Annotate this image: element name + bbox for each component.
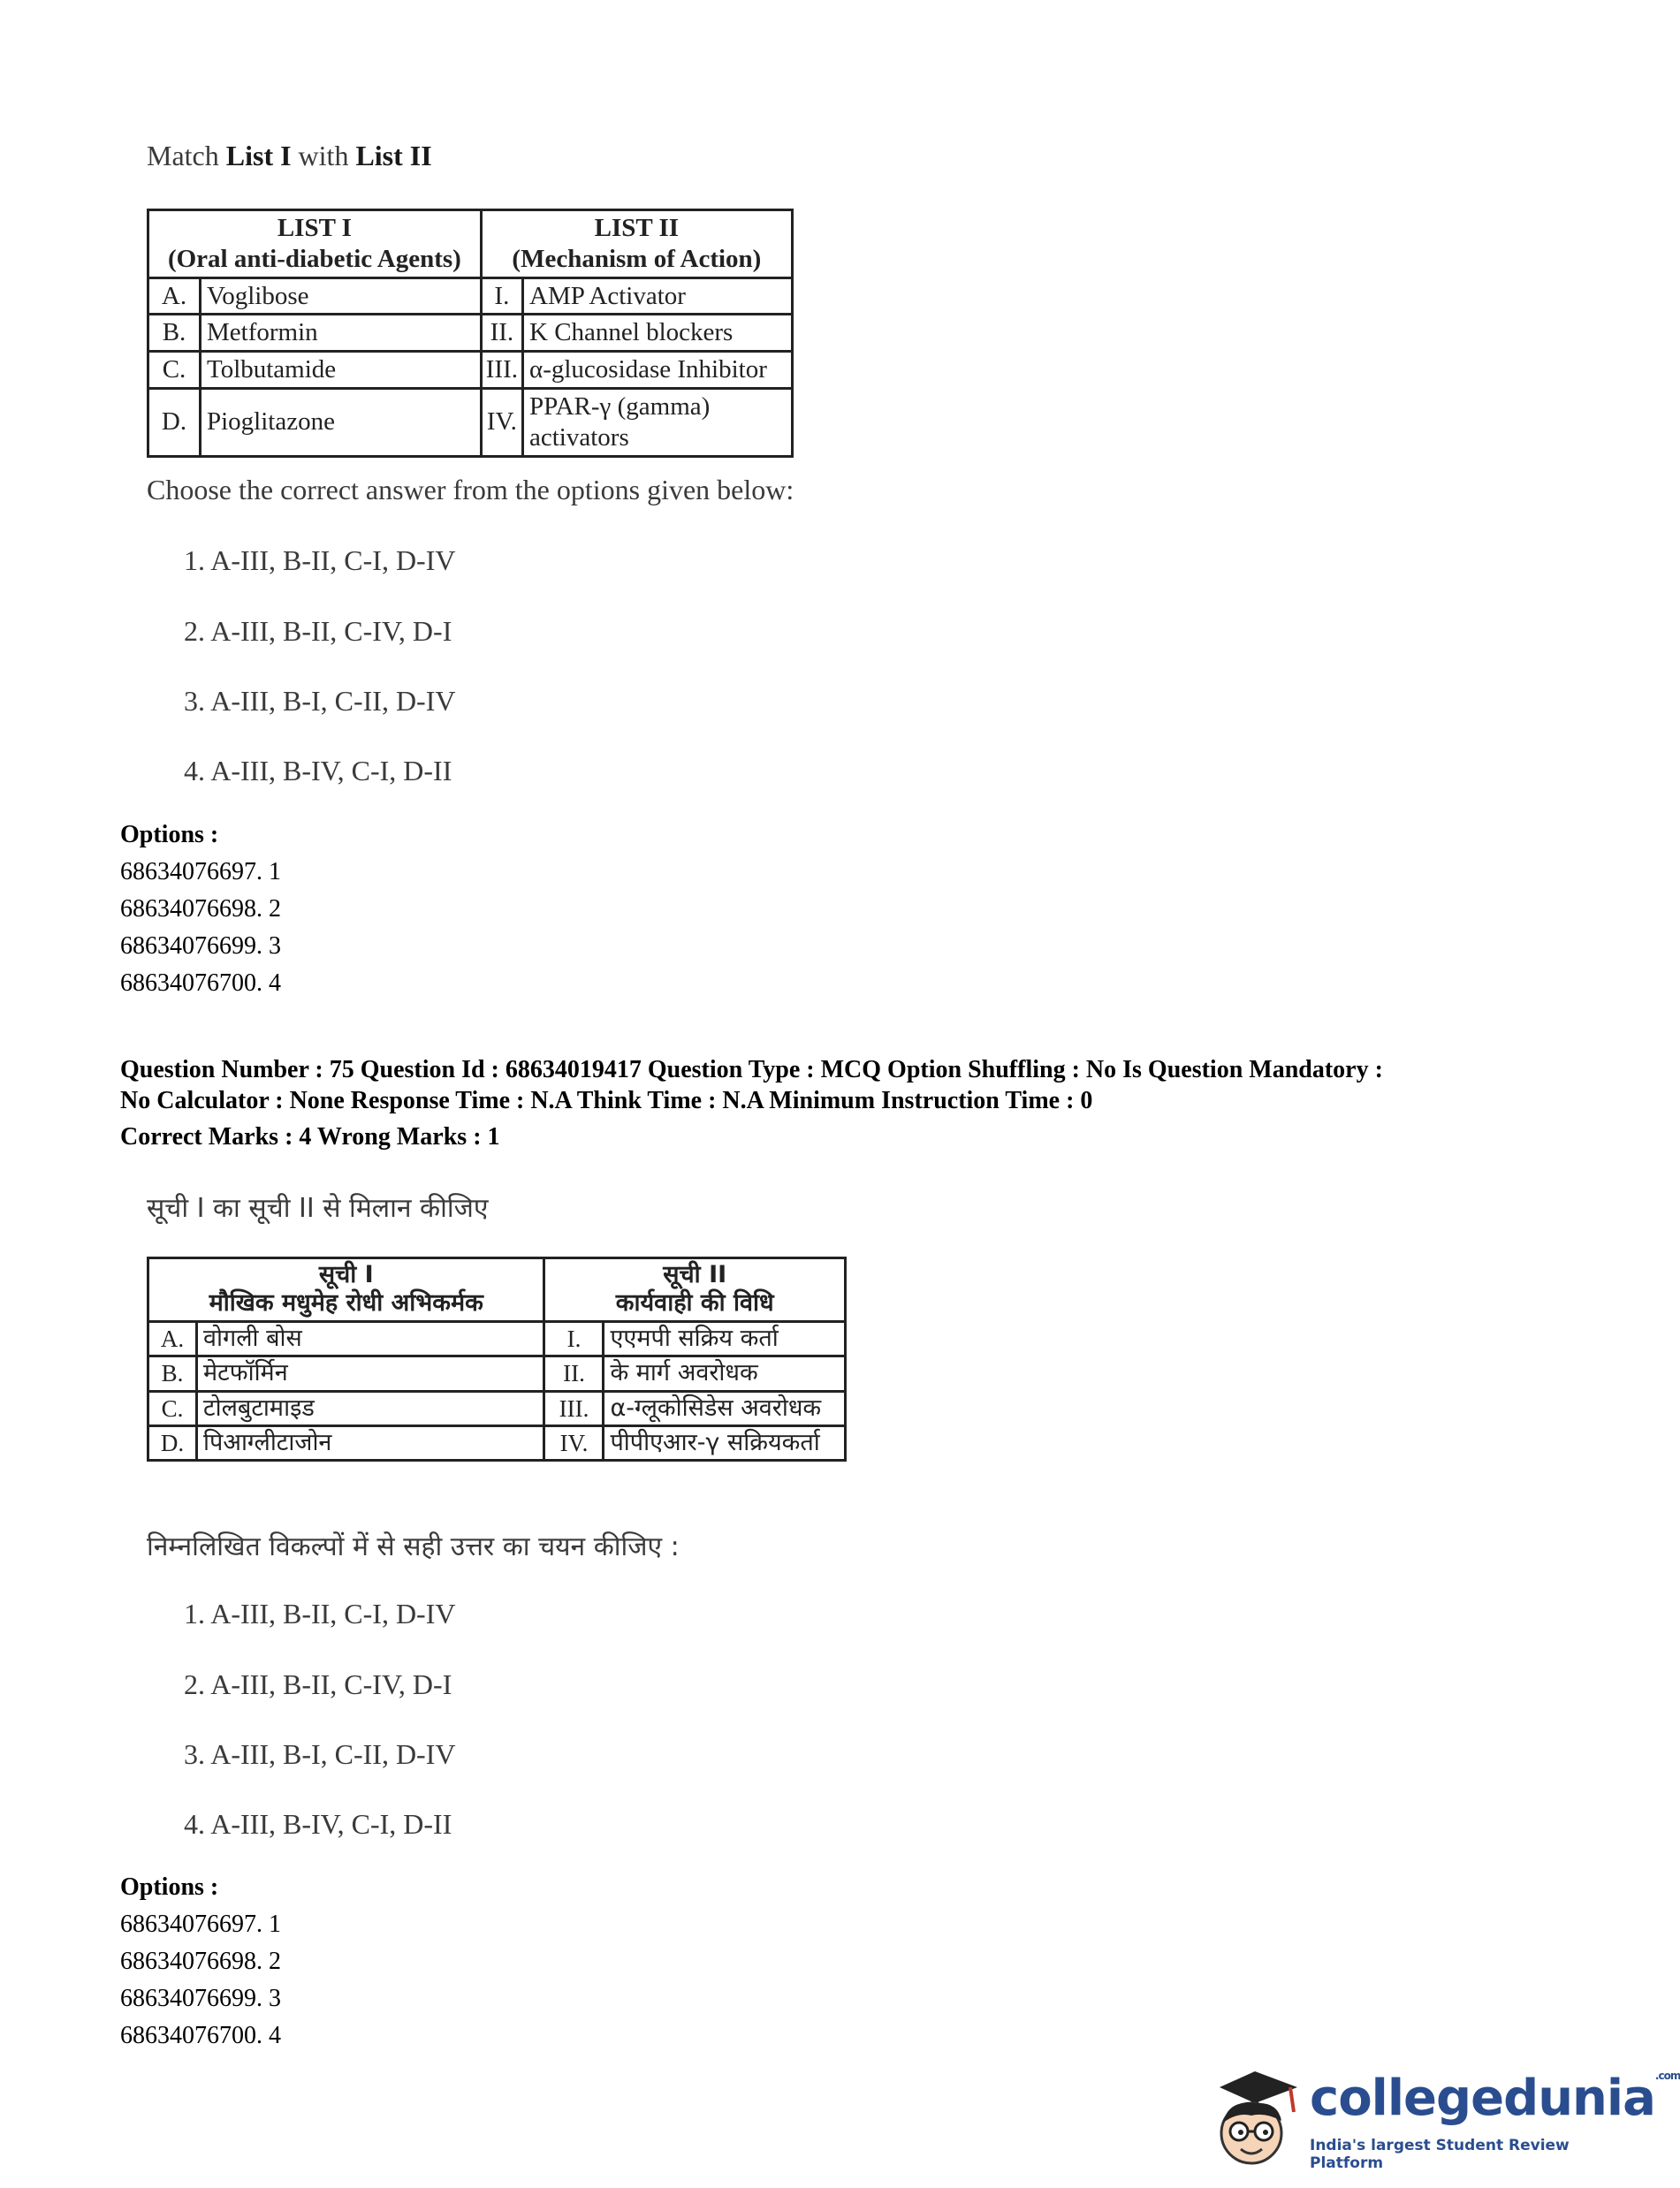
q1-col2-header — [481, 210, 792, 278]
q2-heading: सूची I का सूची II से मिलान कीजिए — [147, 1193, 489, 1224]
q1-match-table — [147, 209, 794, 458]
option-item: 68634076698. 2 — [120, 1948, 281, 1975]
logo-word: collegedunia — [1310, 2070, 1655, 2127]
option-item: 68634076698. 2 — [120, 895, 281, 923]
q2-choice-4: 4. A-III, B-IV, C-I, D-II — [184, 1808, 452, 1840]
question-meta — [120, 1054, 1534, 1152]
meta-line-2: No Calculator : None Response Time : N.A Think Time : N.A Minimum Instruction Time : 0 — [120, 1087, 1093, 1114]
row-label: A. — [148, 277, 201, 315]
q1-heading-mid: with — [291, 140, 356, 171]
table-row — [148, 1391, 846, 1425]
q1-choose-instruction: Choose the correct answer from the options given below: — [147, 474, 794, 505]
row-mechanism: PPAR-γ (gamma) activators — [523, 388, 793, 456]
row-agent: पिआग्लीटाजोन — [197, 1425, 544, 1460]
options-block-2 — [120, 1869, 281, 2055]
options-block-1 — [120, 817, 281, 1002]
q1-choice-1: 1. A-III, B-II, C-I, D-IV — [184, 544, 456, 576]
q1-choice-3: 3. A-III, B-I, C-II, D-IV — [184, 685, 456, 717]
row-numeral: II. — [544, 1356, 604, 1391]
row-numeral: I. — [544, 1321, 604, 1356]
q1-heading-text: Match — [147, 140, 226, 171]
q2-col1-title: सूची I — [318, 1261, 374, 1288]
q2-choice-2: 2. A-III, B-II, C-IV, D-I — [184, 1668, 452, 1700]
logo-tagline: India's largest Student Review Platform — [1310, 2137, 1570, 2172]
meta-marks: Correct Marks : 4 Wrong Marks : 1 — [120, 1123, 500, 1151]
options-title: Options : — [120, 1873, 219, 1901]
row-agent: Metformin — [201, 315, 482, 352]
row-mechanism: α-ग्लूकोसिडेस अवरोधक — [604, 1391, 846, 1425]
row-agent: Voglibose — [201, 277, 482, 315]
q2-col1-subtitle: मौखिक मधुमेह रोधी अभिकर्मक — [209, 1289, 483, 1318]
q1-col1-title: LIST I — [277, 214, 352, 242]
row-label: B. — [148, 1356, 197, 1391]
row-numeral: IV. — [481, 388, 522, 456]
row-label: B. — [148, 315, 201, 352]
row-agent: टोलबुटामाइड — [197, 1391, 544, 1425]
row-mechanism: K Channel blockers — [523, 315, 793, 352]
q1-col1-header — [148, 210, 482, 278]
row-mechanism: पीपीएआर-γ सक्रियकर्ता — [604, 1425, 846, 1460]
q1-choice-4: 4. A-III, B-IV, C-I, D-II — [184, 755, 452, 786]
option-item: 68634076699. 3 — [120, 1985, 281, 2012]
meta-line-1: Question Number : 75 Question Id : 68634019417 Question Type : MCQ Option Shuffling : No Is Question Mandatory : — [120, 1056, 1383, 1083]
row-label: D. — [148, 1425, 197, 1460]
table-row — [148, 352, 793, 389]
row-label: A. — [148, 1321, 197, 1356]
q1-table-header — [148, 210, 793, 278]
q1-col1-subtitle: (Oral anti-diabetic Agents) — [167, 244, 461, 273]
q1-col2-title: LIST II — [594, 214, 680, 242]
row-numeral: II. — [481, 315, 522, 352]
table-row — [148, 388, 793, 456]
option-item: 68634076697. 1 — [120, 1911, 281, 1938]
row-mechanism: AMP Activator — [523, 277, 793, 315]
row-mechanism: एएमपी सक्रिय कर्ता — [604, 1321, 846, 1356]
table-row — [148, 315, 793, 352]
q2-choose-instruction: निम्नलिखित विकल्पों में से सही उत्तर का चयन कीजिए : — [147, 1531, 680, 1562]
q2-match-table — [147, 1257, 847, 1462]
q1-choice-2: 2. A-III, B-II, C-IV, D-I — [184, 615, 452, 647]
row-label: C. — [148, 1391, 197, 1425]
row-mechanism: के मार्ग अवरोधक — [604, 1356, 846, 1391]
logo-suffix: .com — [1654, 2070, 1680, 2082]
row-label: D. — [148, 388, 201, 456]
q1-heading — [147, 140, 432, 172]
q1-col2-subtitle: (Mechanism of Action) — [512, 244, 762, 273]
table-row — [148, 277, 793, 315]
q2-choice-1: 1. A-III, B-II, C-I, D-IV — [184, 1598, 456, 1630]
row-label: C. — [148, 352, 201, 389]
q1-heading-list1: List I — [225, 140, 292, 171]
q2-col1-header — [148, 1258, 544, 1322]
row-numeral: III. — [481, 352, 522, 389]
logo-wordmark — [1310, 2070, 1680, 2127]
row-agent: मेटफॉर्मिन — [197, 1356, 544, 1391]
row-numeral: I. — [481, 277, 522, 315]
option-item: 68634076700. 4 — [120, 969, 281, 997]
q1-heading-list2: List II — [355, 140, 432, 171]
option-item: 68634076700. 4 — [120, 2022, 281, 2049]
table-row — [148, 1356, 846, 1391]
mascot-icon — [1202, 2061, 1306, 2176]
q2-col2-subtitle: कार्यवाही की विधि — [615, 1289, 774, 1318]
table-row — [148, 1425, 846, 1460]
q2-col2-title: सूची II — [663, 1261, 727, 1288]
row-mechanism: α-glucosidase Inhibitor — [523, 352, 793, 389]
q2-table-header — [148, 1258, 846, 1322]
options-title: Options : — [120, 821, 219, 848]
table-row — [148, 1321, 846, 1356]
row-agent: Tolbutamide — [201, 352, 482, 389]
row-agent: वोगली बोस — [197, 1321, 544, 1356]
q2-col2-header — [544, 1258, 846, 1322]
option-item: 68634076697. 1 — [120, 858, 281, 885]
collegedunia-logo — [1202, 2061, 1680, 2176]
q2-choice-3: 3. A-III, B-I, C-II, D-IV — [184, 1738, 456, 1770]
row-numeral: III. — [544, 1391, 604, 1425]
row-agent: Pioglitazone — [201, 388, 482, 456]
row-numeral: IV. — [544, 1425, 604, 1460]
option-item: 68634076699. 3 — [120, 932, 281, 960]
